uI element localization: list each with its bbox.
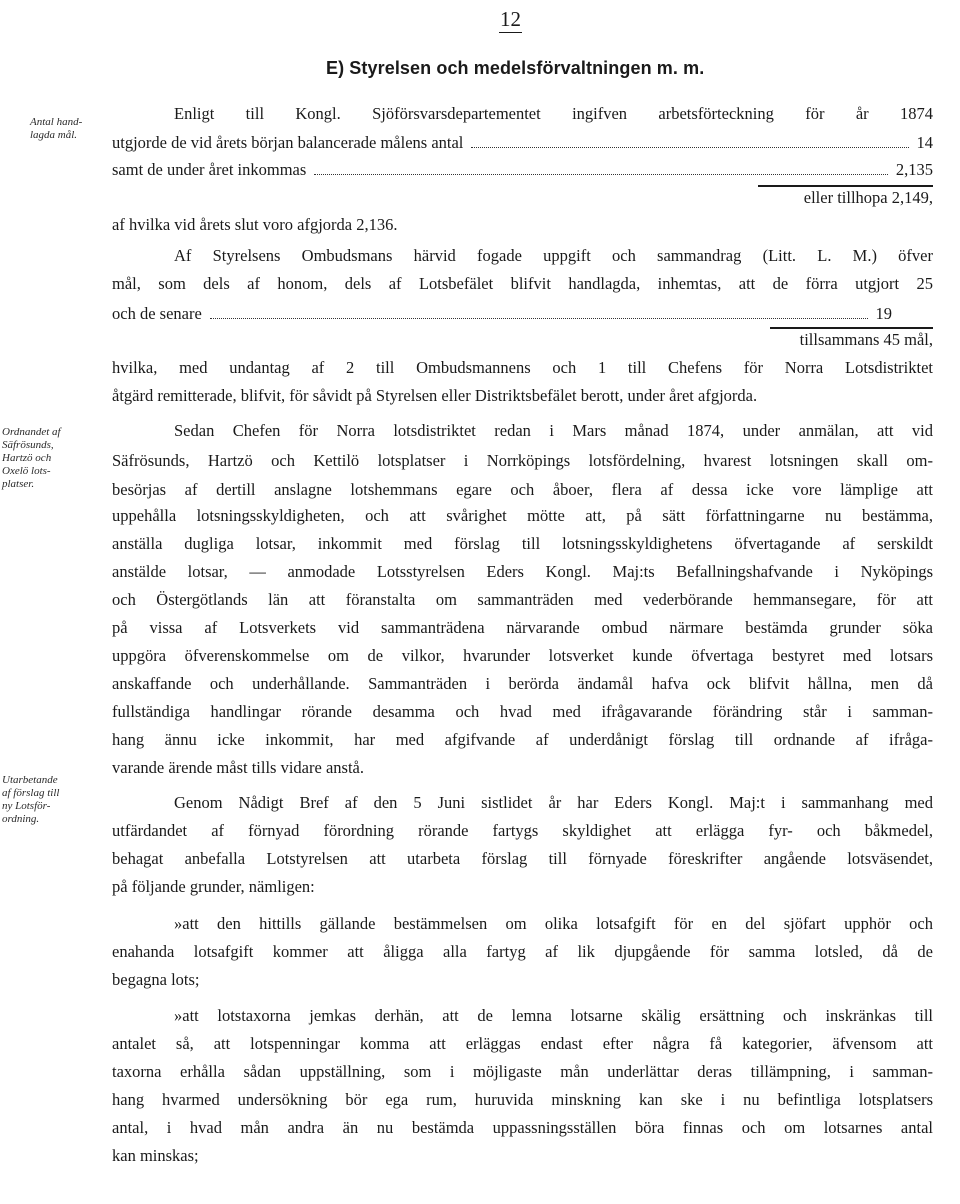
quote1-line-2: enahanda lotsafgift kommer att åligga alla fartyg af lik djupgående för samma lotsled, då de [112, 942, 933, 961]
quote2-last-line: kan minskas; [112, 1146, 199, 1165]
p3-line-3: besörjas af dertill anslagne lotshemmans egare och åboer, flera af dessa icke vore lämplige att [112, 480, 933, 499]
page-number: 12 [500, 7, 521, 31]
quote2-line-1: »att lotstaxorna jemkas derhän, att de lemna lotsarne skälig ersättning och inskränkas till [174, 1006, 933, 1025]
p3-line-2: Säfrösunds, Hartzö och Kettilö lotsplatser i Norrköpings lotsfördelning, hvarest lotsningen skall om- [112, 451, 933, 470]
margin-note-utarbetande: Utarbetande af förslag till ny Lotsför- ordning. [2, 774, 60, 825]
p2-line-3-text: och de senare [112, 304, 202, 323]
p2-total: tillsammans 45 mål, [799, 330, 933, 349]
quote1-last-line: begagna lots; [112, 970, 200, 989]
quote1-line-1: »att den hittills gällande bestämmelsen om olika lotsafgift för en del sjöfart upphör och [174, 914, 933, 933]
p2-line-5: åtgärd remitterade, blifvit, för såvidt på Styrelsen eller Distriktsbefälet berott, under året afgjorda. [112, 386, 758, 405]
margin-note-antal: Antal hand- lagda mål. [30, 116, 83, 141]
p3-line-7: och Östergötlands län att föranstalta om sammanträden med vederbörande hemmansegare, för att [112, 590, 933, 609]
p1-line-3-text: samt de under året inkommas [112, 160, 307, 179]
quote2-line-4: hang hvarmed undersökning bör ega rum, huruvida minskning kan ske i nu befintliga lotsplatsers [112, 1090, 933, 1109]
p2-line-1: Af Styrelsens Ombudsmans härvid fogade uppgift och sammandrag (Litt. L. M.) öfver [174, 246, 933, 265]
sum-rule [758, 185, 933, 187]
sum-rule [770, 327, 933, 329]
p3-last-line: varande ärende måst tills vidare anstå. [112, 758, 364, 777]
p3-line-8: på vissa af Lotsverkets vid sammanträdena närvarande ombud närmare bestämda grunder söka [112, 618, 933, 637]
p2-line-2: mål, som dels af honom, dels af Lotsbefälet blifvit handlagda, inhemtas, att de förra utgjort 25 [112, 274, 933, 293]
p1-line-2-value: 14 [916, 133, 933, 152]
p4-line-2: utfärdandet af förnyad förordning rörande fartygs skyldighet att erlägga fyr- och båkmedel, [112, 821, 933, 840]
margin-note-ordnandet: Ordnandet af Säfrösunds, Hartzö och Oxelö lots- platser. [2, 426, 61, 490]
p2-line-3 [112, 304, 892, 324]
p4-line-1: Genom Nådigt Bref af den 5 Juni sistlidet år har Eders Kongl. Maj:t i sammanhang med [174, 793, 933, 812]
p1-line-3 [112, 160, 933, 180]
leader-dots [314, 173, 888, 175]
p3-line-9: uppgöra öfverenskommelse om de vilkor, hvarunder lotsverket kunde öfvertaga bestyret med lotsars [112, 646, 933, 665]
section-heading: E) Styrelsen och medelsförvaltningen m. m. [326, 58, 705, 78]
p3-line-5: anställa dugliga lotsar, inkommit med förslag till lotsningsskyldighetens öfvertagande af serskildt [112, 534, 933, 553]
p2-line-4: hvilka, med undantag af 2 till Ombudsmannens och 1 till Chefens för Norra Lotsdistriktet [112, 358, 933, 377]
p4-line-3: behagat anbefalla Lotstyrelsen att utarbeta förslag till förnyade föreskrifter angående lotsväsendet, [112, 849, 933, 868]
p1-line-2-text: utgjorde de vid årets början balancerade målens antal [112, 133, 464, 152]
p3-line-10: anskaffande och underhållande. Sammanträden i berörda ändamål hafva ock blifvit hållna, men då [112, 674, 933, 693]
p1-line-4: af hvilka vid årets slut voro afgjorda 2,136. [112, 215, 398, 234]
p1-line-1: Enligt till Kongl. Sjöförsvarsdepartementet ingifven arbetsförteckning för år 1874 [174, 104, 933, 123]
p1-total: eller tillhopa 2,149, [803, 188, 933, 207]
leader-dots [471, 146, 908, 148]
p3-line-11: fullständiga handlingar rörande desamma och hvad med ifrågavarande förändring står i samman- [112, 702, 933, 721]
p3-line-12: hang ännu icke inkommit, har med afgifvande af underdånigt förslag till ordnande af ifråga- [112, 730, 933, 749]
p3-line-1: Sedan Chefen för Norra lotsdistriktet redan i Mars månad 1874, under anmälan, att vid [174, 421, 933, 440]
p4-last-line: på följande grunder, nämligen: [112, 877, 315, 896]
quote2-line-5: antal, i hvad mån andra än nu bestämda uppassningsställen böra finnas och om lotsarnes antal [112, 1118, 933, 1137]
p3-line-6: anstälde lotsar, — anmodade Lotsstyrelsen Eders Kongl. Maj:ts Befallningshafvande i Nyköpings [112, 562, 933, 581]
p2-line-3-value: 19 [875, 304, 892, 323]
quote2-line-3: taxorna erhålla sådan uppställning, som i möjligaste mån underlättar deras tillämpning, i samman- [112, 1062, 933, 1081]
p1-line-3-value: 2,135 [895, 160, 933, 179]
leader-dots [210, 317, 868, 319]
p1-line-2 [112, 133, 933, 153]
p3-line-4: uppehålla lotsningsskyldigheten, och att svårighet mötte att, på sätt författningarne nu bestämma, [112, 506, 933, 525]
quote2-line-2: antalet så, att lotspenningar komma att erläggas endast efter några få kategorier, äfvensom att [112, 1034, 933, 1053]
